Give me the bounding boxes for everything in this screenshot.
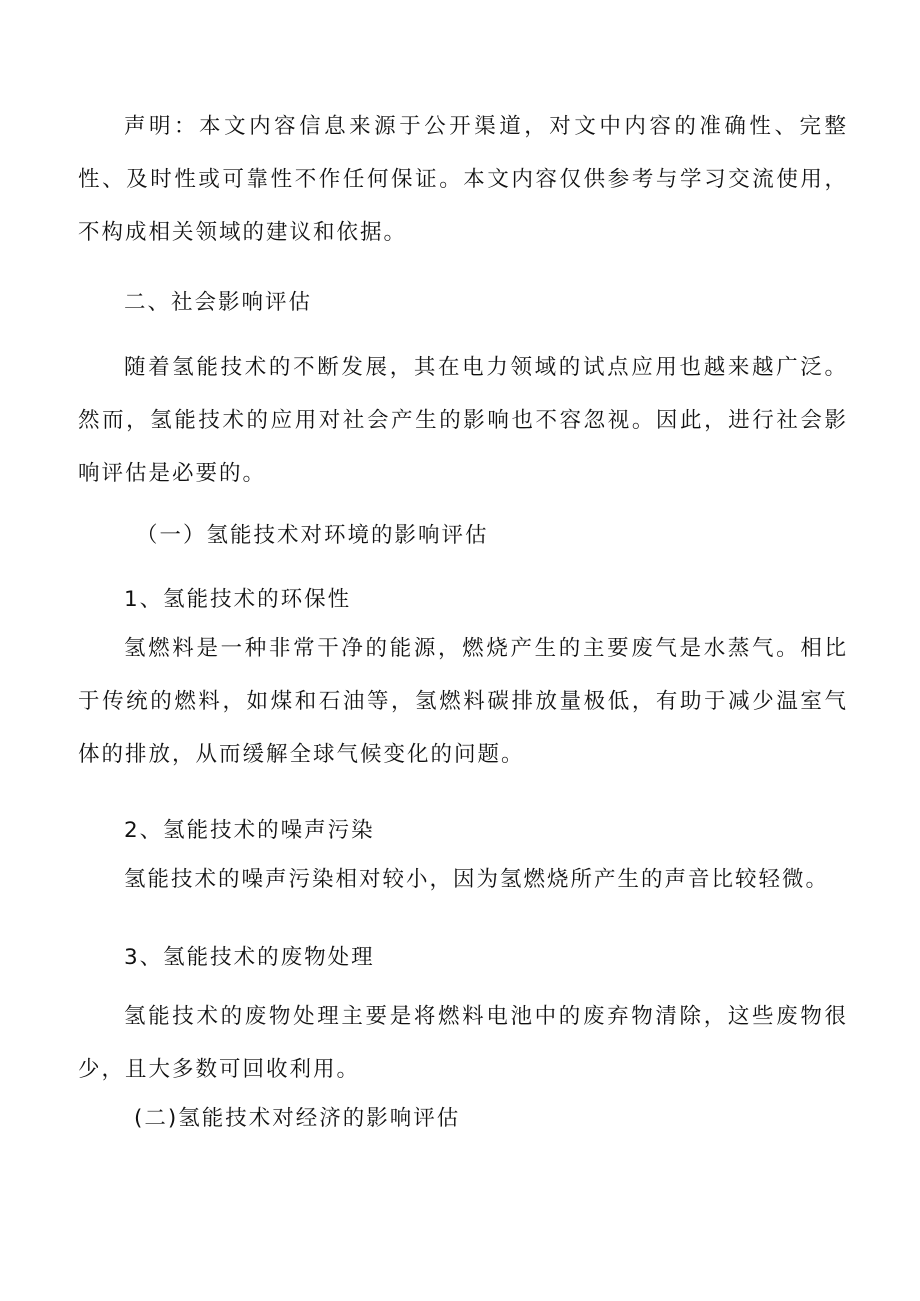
item-3-paragraph: 氢能技术的废物处理主要是将燃料电池中的废弃物清除，这些废物很少，且大多数可回收利用。: [78, 1004, 848, 1082]
intro-paragraph: 随着氢能技术的不断发展，其在电力领域的试点应用也越来越广泛。然而，氢能技术的应用对社会产生的影响也不容忽视。因此，进行社会影响评估是必要的。: [78, 355, 848, 486]
section-title: 二、社会影响评估: [124, 290, 313, 315]
item-3-title: 3、氢能技术的废物处理: [124, 945, 375, 970]
disclaimer-paragraph: 声明：本文内容信息来源于公开渠道，对文中内容的准确性、完整性、及时性或可靠性不作任何保证。本文内容仅供参考与学习交流使用，不构成相关领域的建议和依据。: [78, 114, 848, 245]
item-1-paragraph: 氢燃料是一种非常干净的能源，燃烧产生的主要废气是水蒸气。相比于传统的燃料，如煤和石油等，氢燃料碳排放量极低，有助于减少温室气体的排放，从而缓解全球气候变化的问题。: [78, 636, 848, 767]
item-2-paragraph: 氢能技术的噪声污染相对较小，因为氢燃烧所产生的声音比较轻微。: [124, 867, 830, 892]
item-1-title: 1、氢能技术的环保性: [124, 587, 352, 612]
subsection-2-title: (二)氢能技术对经济的影响评估: [134, 1106, 461, 1131]
subsection-1-title: （一）氢能技术对环境的影响评估: [136, 523, 489, 548]
item-2-title: 2、氢能技术的噪声污染: [124, 818, 375, 843]
